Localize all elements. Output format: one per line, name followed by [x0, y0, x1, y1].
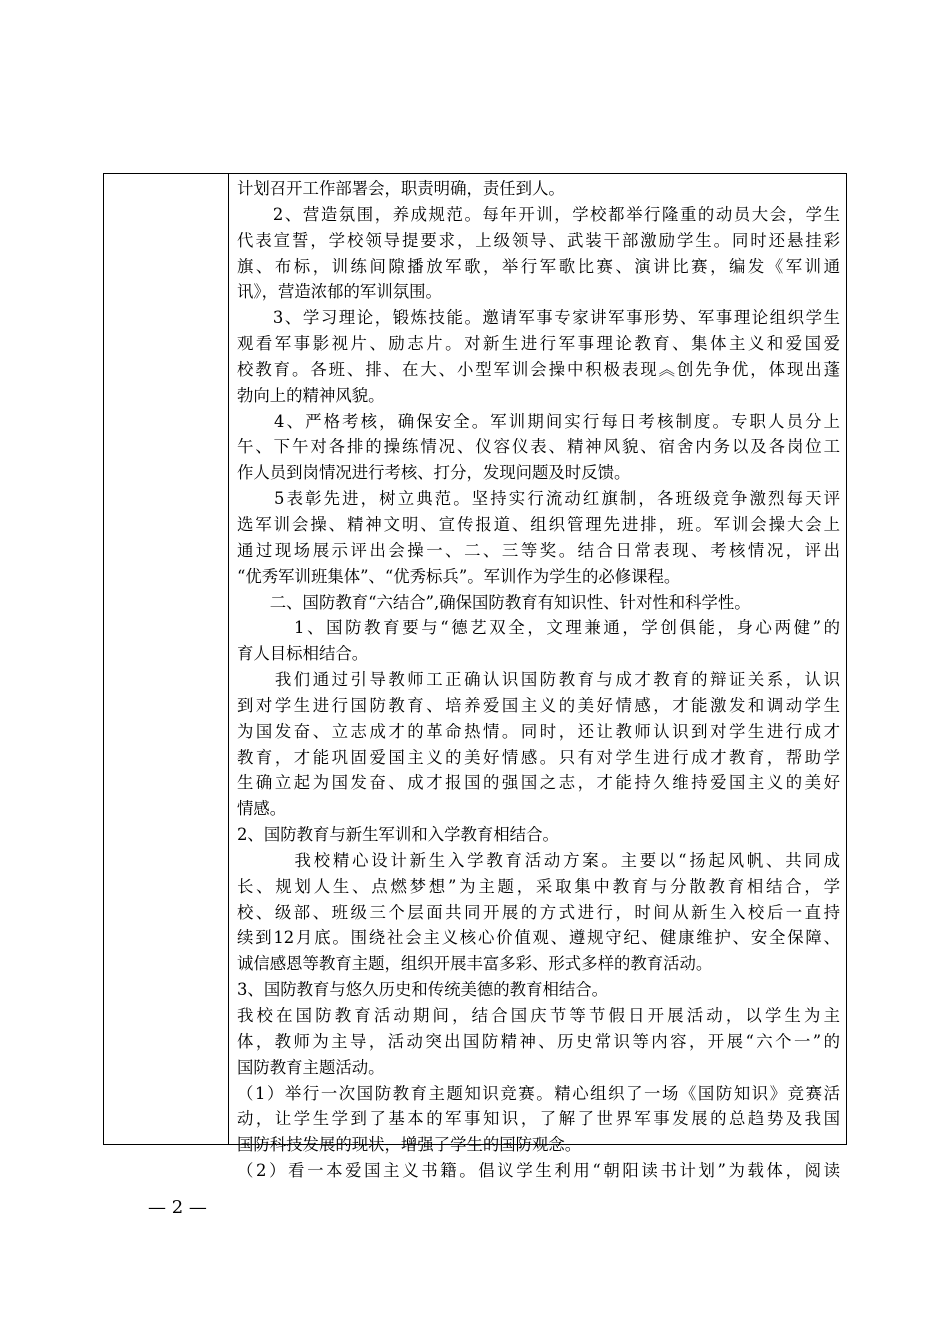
- text-line: 动，让学生学到了基本的军事知识，了解了世界军事发展的总趋势及我国: [237, 1109, 840, 1129]
- text-line: 诚信感恩等教育主题，组织开展丰富多彩、形式多样的教育活动。: [237, 954, 713, 974]
- text-line: （1）举行一次国防教育主题知识竞赛。精心组织了一场《国防知识》竞赛活: [237, 1083, 840, 1103]
- text-line: 教育，才能巩固爱国主义的美好情感。只有对学生进行成才教育，帮助学: [237, 747, 840, 767]
- text-line: 3、国防教育与悠久历史和传统美德的教育相结合。: [237, 980, 609, 1000]
- text-line: 到对学生进行国防教育、培养爱国主义的美好情感，才能激发和调动学生: [237, 695, 840, 715]
- text-line: 2、国防教育与新生军训和入学教育相结合。: [237, 825, 559, 845]
- text-line: 校教育。各班、排、在大、小型军训会操中积极表现︽创先争优，体现出蓬: [237, 359, 840, 379]
- document-table: [103, 173, 847, 1181]
- text-line: 续到12月底。围绕社会主义核心价值观、遵规守纪、健康维护、安全保障、: [237, 928, 840, 948]
- text-line: 二、国防教育“六结合”,确保国防教育有知识性、针对性和科学性。: [237, 592, 751, 612]
- text-line: 讯》，营造浓郁的军训氛围。: [237, 282, 442, 302]
- text-line: 我校精心设计新生入学教育活动方案。主要以“扬起风帆、共同成: [237, 850, 840, 870]
- text-line: 体，教师为主导，活动突出国防精神、历史常识等内容，开展“六个一”的: [237, 1031, 840, 1051]
- table-content-cell: [229, 174, 846, 1181]
- text-line: 观看军事影视片、励志片。对新生进行军事理论教育、集体主义和爱国爱: [237, 334, 840, 354]
- text-line: 1、国防教育要与“德艺双全，文理兼通，学创俱能，身心两健”的: [237, 618, 840, 638]
- text-line: 计划召开工作部署会，职责明确，责任到人。: [237, 179, 565, 198]
- text-line: 代表宣誓，学校领导提要求，上级领导、武装干部激励学生。同时还悬挂彩: [237, 230, 840, 250]
- text-line: 我校在国防教育活动期间，结合国庆节等节假日开展活动，以学生为主: [237, 1006, 840, 1025]
- text-line: 我们通过引导教师工正确认识国防教育与成才教育的辩证关系，认识: [237, 670, 840, 690]
- text-line: 3、学习理论，锻炼技能。邀请军事专家讲军事形势、军事理论组织学生: [237, 308, 840, 328]
- text-line: 国防教育主题活动。: [237, 1057, 385, 1077]
- text-line: 5表彰先进，树立典范。坚持实行流动红旗制，各班级竞争激烈每天评: [237, 489, 840, 509]
- text-line: 生确立起为国发奋、成才报国的强国之志，才能持久维持爱国主义的美好: [237, 773, 840, 793]
- text-line: 午、下午对各排的操练情况、仪容仪表、精神风貌、宿舍内务以及各岗位工: [237, 437, 840, 457]
- page-number: — 2 —: [148, 1197, 207, 1218]
- text-line: 为国发奋、立志成才的革命热情。同时，还让教师认识到对学生进行成才: [237, 721, 840, 741]
- table-left-cell: [104, 174, 229, 1144]
- text-line: 校、级部、班级三个层面共同开展的方式进行，时间从新生入校后一直持: [237, 902, 840, 922]
- text-line: 作人员到岗情况进行考核、打分，发现问题及时反馈。: [237, 463, 631, 483]
- text-line: 情感。: [237, 799, 287, 819]
- text-line: 选军训会操、精神文明、宣传报道、组织管理先进排，班。军训会操大会上: [237, 514, 840, 534]
- text-line: 长、规划人生、点燃梦想”为主题，采取集中教育与分散教育相结合，学: [237, 876, 840, 896]
- text-line: （2）看一本爱国主义书籍。倡议学生利用“朝阳读书计划”为载体，阅读: [237, 1161, 840, 1181]
- text-line: “优秀军训班集体”、“优秀标兵”。军训作为学生的必修课程。: [237, 566, 681, 586]
- text-line: 4、严格考核，确保安全。军训期间实行每日考核制度。专职人员分上: [237, 411, 840, 431]
- text-line: 国防科技发展的现状，增强了学生的国防观念。: [237, 1135, 582, 1155]
- text-line: 旗、布标，训练间隙播放军歌，举行军歌比赛、演讲比赛，编发《军训通: [237, 256, 840, 276]
- text-line: 通过现场展示评出会操一、二、三等奖。结合日常表现、考核情况，评出: [237, 540, 840, 560]
- text-line: 2、营造氛围，养成规范。每年开训，学校都举行隆重的动员大会，学生: [237, 204, 840, 224]
- text-line: 育人目标相结合。: [237, 644, 369, 664]
- text-line: 勃向上的精神风貌。: [237, 385, 385, 405]
